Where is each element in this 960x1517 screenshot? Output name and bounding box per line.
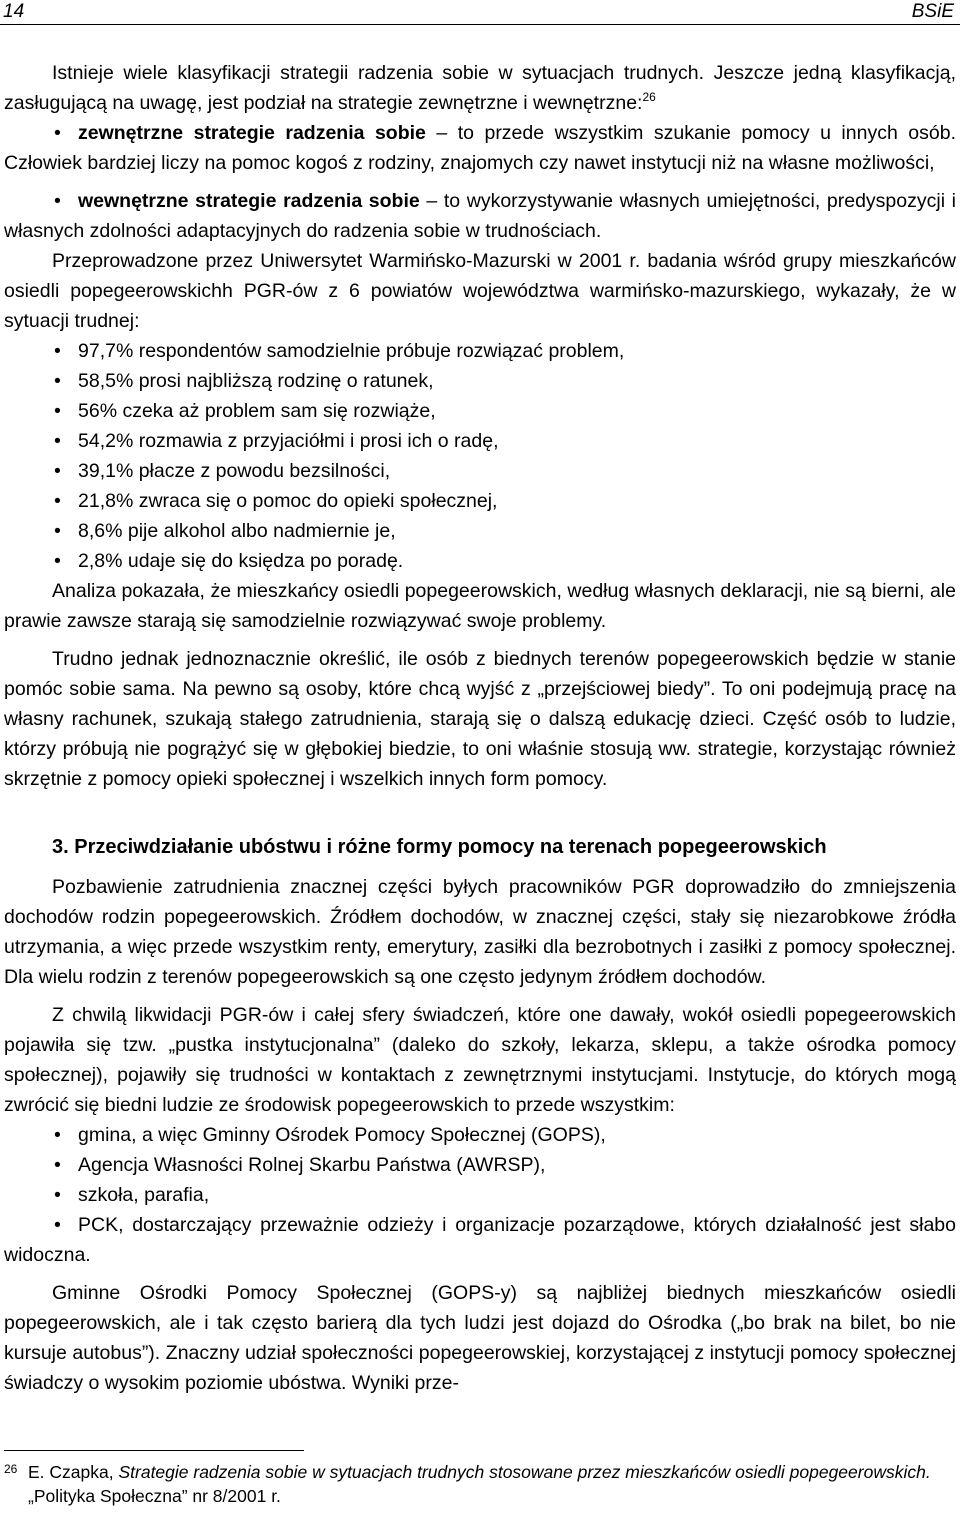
page-number: 14 bbox=[3, 1, 25, 22]
strategy-list bbox=[4, 118, 956, 246]
page-header bbox=[0, 0, 960, 25]
bullet-icon: • bbox=[54, 122, 61, 144]
paragraph-gops: Gminne Ośrodki Pomocy Społecznej (GOPS-y) są najbliżej biednych mieszkańców osiedli popegeerowskich, ale i tak często barierą dla tych ludzi jest dojazd do Ośrodka („bo brak na bilet, bo nie kursuje autobus”). Znaczny udział społeczności popegeerowskiej, korzystającej z instytucji pomocy społecznej świadczy o wysokim poziomie ubóstwa. Wyniki prze- bbox=[4, 1282, 956, 1394]
bullet-icon: • bbox=[54, 1124, 61, 1146]
list-item: • 2,8% udaje się do księdza po poradę. bbox=[4, 546, 956, 576]
footnote-ref[interactable]: 26 bbox=[642, 90, 656, 104]
paragraph-survey: Przeprowadzone przez Uniwersytet Warmińsko-Mazurski w 2001 r. badania wśród grupy mieszkańców osiedli popegeerowskichh PGR-ów z 6 powiatów województwa warmińsko-mazurskiego, wykazały, że w sytuacji trudnej: bbox=[4, 250, 956, 332]
bullet-icon: • bbox=[54, 1154, 61, 1176]
footnote-number: 26 bbox=[4, 1462, 18, 1476]
list-item: • 97,7% respondentów samodzielnie próbuje rozwiązać problem, bbox=[4, 336, 956, 366]
bullet-icon: • bbox=[54, 550, 61, 572]
list-item: • PCK, dostarczający przeważnie odzieży i organizacje pozarządowe, których działalność jest słabo widoczna. bbox=[4, 1210, 956, 1270]
paragraph-difficulty: Trudno jednak jednoznacznie określić, ile osób z biednych terenów popegeerowskich będzie w stanie pomóc sobie sama. Na pewno są osoby, które chcą wyjść z „przejściowej biedy”. To oni podejmują pracę na własny rachunek, szukają stałego zatrudnienia, starają się o dalszą edukację dzieci. Część osób to ludzie, którzy próbują nie pogrążyć się w głębokiej biedzie, to oni właśnie stosują ww. strategie, korzystając również skrzętnie z pomocy opieki społecznej i wszelkich innych form pomocy. bbox=[4, 648, 956, 790]
footnote-title: Strategie radzenia sobie w sytuacjach trudnych stosowane przez mieszkańców osiedli popegeerowskich. bbox=[118, 1462, 931, 1482]
bullet-icon: • bbox=[54, 520, 61, 542]
bullet-icon: • bbox=[54, 490, 61, 512]
paragraph-income: Pozbawienie zatrudnienia znacznej części byłych pracowników PGR doprowadziło do zmniejszenia dochodów rodzin popegeerowskich. Źródłem dochodów, w znacznej części, stały się niezarobkowe źródła utrzymania, a więc przede wszystkim renty, emerytury, zasiłki dla bezrobotnych i zasiłki z pomocy społecznej. Dla wielu rodzin z terenów popegeerowskich są one często jedynym źródłem dochodów. bbox=[4, 876, 956, 988]
bullet-icon: • bbox=[54, 1214, 61, 1236]
strategy-item bbox=[4, 118, 956, 178]
footnote-text: E. Czapka, Strategie radzenia sobie w sytuacjach trudnych stosowane przez mieszkańców osiedli popegeerowskich. „Polityka Społeczna” nr 8/2001 r. bbox=[28, 1462, 931, 1506]
page-body bbox=[4, 58, 956, 1398]
bullet-icon: • bbox=[54, 190, 61, 212]
paragraph-institutional-void: Z chwilą likwidacji PGR-ów i całej sfery świadczeń, które one dawały, wokół osiedli popegeerowskich pojawiła się tzw. „pustka instytucjonalna” (daleko do szkoły, lekarza, sklepu, a także ośrodka pomocy społecznej), pojawiły się trudności w kontaktach z zewnętrznymi instytucjami. Instytucje, do których mogą zwrócić się biedni ludzie ze środowisk popegeerowskich to przede wszystkim: bbox=[4, 1004, 956, 1116]
strategy-term: wewnętrzne strategie radzenia sobie bbox=[78, 190, 420, 212]
journal-name: BSiE bbox=[911, 1, 954, 22]
paragraph-intro: Istnieje wiele klasyfikacji strategii radzenia sobie w sytuacjach trudnych. Jeszcze jedną klasyfikacją, zasługującą na uwagę, jest podział na strategie zewnętrzne i wewnętrzne:$^{26}$ bbox=[4, 62, 956, 114]
bullet-icon: • bbox=[54, 400, 61, 422]
strategy-desc: – to wykorzystywanie własnych umiejętności, predyspozycji i własnych zdolności adaptacyjnych do radzenia sobie w trudnościach. bbox=[4, 190, 957, 242]
list-item: • 39,1% płacze z powodu bezsilności, bbox=[4, 456, 956, 486]
list-item: • 8,6% pije alkohol albo nadmiernie je, bbox=[4, 516, 956, 546]
bullet-icon: • bbox=[54, 460, 61, 482]
survey-results-list bbox=[4, 336, 956, 576]
footnote-separator bbox=[4, 1450, 304, 1451]
list-item: • 56% czeka aż problem sam się rozwiąże, bbox=[4, 396, 956, 426]
footnote bbox=[4, 1460, 956, 1508]
strategy-desc: – to przede wszystkim szukanie pomocy u innych osób. Człowiek bardziej liczy na pomoc kogoś z rodziny, znajomych czy nawet instytucji niż na własne możliwości, bbox=[4, 122, 956, 174]
list-item: • Agencja Własności Rolnej Skarbu Państwa (AWRSP), bbox=[4, 1150, 956, 1180]
list-item: • 54,2% rozmawia z przyjaciółmi i prosi ich o radę, bbox=[4, 426, 956, 456]
strategy-term: zewnętrzne strategie radzenia sobie bbox=[78, 122, 426, 144]
section-heading: 3. Przeciwdziałanie ubóstwu i różne formy pomocy na terenach popegeerowskich bbox=[52, 836, 827, 858]
bullet-icon: • bbox=[54, 370, 61, 392]
list-item: • gmina, a więc Gminny Ośrodek Pomocy Społecznej (GOPS), bbox=[4, 1120, 956, 1150]
list-item: • szkoła, parafia, bbox=[4, 1180, 956, 1210]
list-item: • 58,5% prosi najbliższą rodzinę o ratunek, bbox=[4, 366, 956, 396]
bullet-icon: • bbox=[54, 430, 61, 452]
strategy-item bbox=[4, 186, 956, 246]
institutions-list bbox=[4, 1120, 956, 1270]
bullet-icon: • bbox=[54, 340, 61, 362]
list-item: • 21,8% zwraca się o pomoc do opieki społecznej, bbox=[4, 486, 956, 516]
paragraph-analysis: Analiza pokazała, że mieszkańcy osiedli popegeerowskich, według własnych deklaracji, nie są bierni, ale prawie zawsze starają się samodzielnie rozwiązywać swoje problemy. bbox=[4, 580, 956, 632]
bullet-icon: • bbox=[54, 1184, 61, 1206]
